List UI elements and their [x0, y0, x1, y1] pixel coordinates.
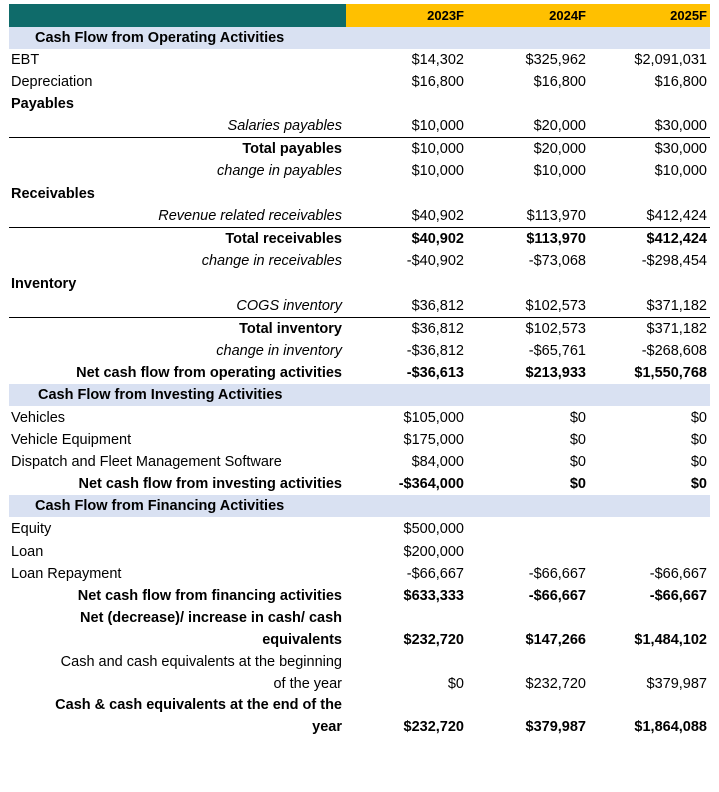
cell-2023f[interactable]: $36,812 [411, 298, 464, 314]
table-row-vehicle-equipment [0, 429, 719, 451]
row-label[interactable]: Total payables [242, 141, 342, 157]
table-row-equity [0, 518, 719, 540]
cell-2024f[interactable]: $113,970 [526, 231, 586, 247]
table-row-vehicles [0, 407, 719, 429]
table-row-dispatch-software [0, 451, 719, 473]
cell-2023f[interactable]: $232,720 [403, 632, 464, 648]
cell-2023f[interactable]: -$40,902 [406, 253, 464, 269]
group-heading[interactable]: Receivables [11, 186, 95, 202]
row-label[interactable]: change in payables [217, 163, 342, 179]
label-line-2: of the year [273, 676, 342, 692]
table-row-cogs-inventory [0, 295, 719, 317]
row-label[interactable] [0, 607, 342, 651]
label-line-1: Cash and cash equivalents at the beginning [60, 654, 342, 670]
cell-2023f[interactable]: -$36,812 [406, 343, 464, 359]
cell-2023f[interactable]: $14,302 [411, 52, 464, 68]
label-line-1: Net (decrease)/ increase in cash/ cash [80, 610, 342, 626]
cell-2023f[interactable]: -$364,000 [398, 476, 464, 492]
cell-2024f[interactable]: $0 [569, 454, 586, 470]
cell-2025f[interactable]: $16,800 [654, 74, 707, 90]
row-label[interactable]: Vehicles [11, 410, 66, 426]
cell-2025f[interactable]: $379,987 [646, 676, 707, 692]
table-row-total-receivables [0, 228, 719, 250]
table-row-net-financing [0, 585, 719, 607]
table-row-inventory-heading [0, 273, 719, 295]
cell-2024f[interactable]: $102,573 [525, 298, 586, 314]
cell-2024f[interactable]: $213,933 [525, 365, 586, 381]
cell-2025f[interactable]: $0 [690, 476, 707, 492]
cell-2023f[interactable]: -$66,667 [406, 566, 464, 582]
row-label[interactable]: Loan [11, 544, 44, 560]
cell-2024f[interactable] [466, 518, 586, 540]
row-label[interactable]: Vehicle Equipment [11, 432, 132, 448]
row-label[interactable]: Net cash flow from operating activities [76, 365, 342, 381]
table-row-net-investing [0, 473, 719, 495]
cell-2024f[interactable]: -$65,761 [528, 343, 586, 359]
cell-2023f[interactable]: -$36,613 [406, 365, 464, 381]
cell-2024f[interactable]: $16,800 [533, 74, 586, 90]
table-row-loan-repayment [0, 563, 719, 585]
cell-2025f[interactable]: $1,484,102 [634, 632, 707, 648]
row-label[interactable]: change in inventory [216, 343, 342, 359]
cell-2025f[interactable]: $1,864,088 [634, 719, 707, 735]
cell-2023f[interactable]: $105,000 [403, 410, 464, 426]
group-heading[interactable]: Payables [11, 96, 74, 112]
table-row-net-operating [0, 362, 719, 384]
cell-2024f[interactable]: $147,266 [525, 632, 586, 648]
cell-2025f[interactable] [588, 518, 707, 540]
cell-2024f[interactable]: $0 [569, 476, 586, 492]
cell-2024f[interactable]: $102,573 [525, 321, 586, 337]
cell-2023f[interactable]: $200,000 [403, 544, 464, 560]
cell-2023f[interactable]: $232,720 [403, 719, 464, 735]
table-row-cash-ending [0, 694, 719, 738]
row-label[interactable]: change in receivables [201, 253, 342, 269]
cell-2023f[interactable]: $40,902 [411, 231, 464, 247]
row-label[interactable]: Loan Repayment [11, 566, 122, 582]
cell-2024f[interactable]: -$66,667 [528, 566, 586, 582]
table-row-depreciation [0, 71, 719, 93]
cell-2023f[interactable]: $36,812 [411, 321, 464, 337]
cell-2023f[interactable]: $633,333 [403, 588, 464, 604]
cell-2023f[interactable]: $40,902 [411, 208, 464, 224]
row-label[interactable] [0, 651, 342, 695]
cell-2023f[interactable]: $175,000 [403, 432, 464, 448]
cell-2024f[interactable]: $20,000 [533, 118, 586, 134]
section-title[interactable]: Cash Flow from Financing Activities [35, 498, 285, 514]
section-operating [9, 27, 710, 49]
cell-2025f[interactable]: $412,424 [646, 231, 707, 247]
label-line-1: Cash & cash equivalents at the end of the [55, 697, 342, 713]
cell-2024f[interactable]: $232,720 [525, 676, 586, 692]
row-label[interactable]: Net cash flow from financing activities [77, 588, 342, 604]
section-title[interactable]: Cash Flow from Operating Activities [35, 30, 285, 46]
table-row-change-payables [0, 160, 719, 182]
cell-2024f[interactable]: $113,970 [526, 208, 586, 224]
label-line-2: year [312, 719, 342, 735]
section-title[interactable]: Cash Flow from Investing Activities [38, 387, 283, 403]
cell-2024f[interactable]: $379,987 [525, 719, 586, 735]
section-financing [9, 495, 710, 517]
row-label[interactable]: EBT [11, 52, 40, 68]
cell-2023f[interactable]: $10,000 [411, 141, 464, 157]
table-row-payables-heading [0, 93, 719, 115]
table-row-change-inventory [0, 340, 719, 362]
cell-2025f[interactable]: $1,550,768 [634, 365, 707, 381]
cell-2024f[interactable]: $0 [569, 432, 586, 448]
cell-2024f[interactable]: -$66,667 [528, 588, 586, 604]
table-row-ebt [0, 49, 719, 71]
cell-2025f[interactable]: -$268,608 [641, 343, 707, 359]
row-label[interactable]: Equity [11, 521, 52, 537]
cell-2023f[interactable]: $84,000 [411, 454, 464, 470]
cell-2025f[interactable]: $30,000 [654, 141, 707, 157]
table-row-receivables-heading [0, 183, 719, 205]
cell-2024f[interactable] [466, 541, 586, 563]
cell-2025f[interactable]: $10,000 [654, 163, 707, 179]
row-label[interactable]: Net cash flow from investing activities [78, 476, 342, 492]
table-row-total-payables [0, 138, 719, 160]
cell-2025f[interactable]: $2,091,031 [634, 52, 707, 68]
row-label[interactable]: Total receivables [225, 231, 342, 247]
cell-2024f[interactable]: $10,000 [533, 163, 586, 179]
table-row-change-receivables [0, 250, 719, 272]
section-investing [9, 384, 710, 406]
label-line-2: equivalents [262, 632, 342, 648]
table-row-net-change-cash [0, 607, 719, 651]
header-2025f[interactable]: 2025F [670, 8, 707, 23]
cell-2023f[interactable]: $0 [447, 676, 464, 692]
table-row-salaries-payables [0, 115, 719, 137]
cell-2023f[interactable]: $10,000 [411, 118, 464, 134]
header-2024f[interactable]: 2024F [549, 8, 586, 23]
row-label[interactable] [0, 694, 342, 738]
cell-2025f[interactable]: -$66,667 [649, 588, 707, 604]
header-label-cell[interactable] [9, 4, 346, 27]
cell-2025f[interactable]: $412,424 [646, 208, 707, 224]
cell-2024f[interactable]: $325,962 [525, 52, 586, 68]
cell-2023f[interactable]: $500,000 [403, 521, 464, 537]
cell-2023f[interactable]: $10,000 [411, 163, 464, 179]
cell-2024f[interactable]: -$73,068 [528, 253, 586, 269]
cell-2024f[interactable]: $20,000 [533, 141, 586, 157]
cell-2025f[interactable]: $371,182 [646, 298, 707, 314]
cell-2025f[interactable] [588, 541, 707, 563]
row-label[interactable]: Total inventory [239, 321, 342, 337]
row-label[interactable]: Salaries payables [227, 118, 342, 134]
cell-2025f[interactable]: $0 [690, 410, 707, 426]
group-heading[interactable]: Inventory [11, 276, 77, 292]
row-label[interactable]: Depreciation [11, 74, 93, 90]
table-row-cash-beginning [0, 651, 719, 695]
table-row-revenue-receivables [0, 205, 719, 227]
cell-2023f[interactable]: $16,800 [411, 74, 464, 90]
table-row-loan [0, 541, 719, 563]
row-label[interactable]: Revenue related receivables [158, 208, 342, 224]
cell-2025f[interactable]: -$298,454 [641, 253, 707, 269]
header-2023f[interactable]: 2023F [427, 8, 464, 23]
row-label[interactable]: Dispatch and Fleet Management Software [11, 454, 282, 470]
cell-2025f[interactable]: $0 [690, 432, 707, 448]
cell-2025f[interactable]: $0 [690, 454, 707, 470]
cell-2024f[interactable]: $0 [569, 410, 586, 426]
cell-2025f[interactable]: $30,000 [654, 118, 707, 134]
table-row-total-inventory [0, 318, 719, 340]
cell-2025f[interactable]: -$66,667 [649, 566, 707, 582]
row-label[interactable]: COGS inventory [236, 298, 342, 314]
cell-2025f[interactable]: $371,182 [646, 321, 707, 337]
